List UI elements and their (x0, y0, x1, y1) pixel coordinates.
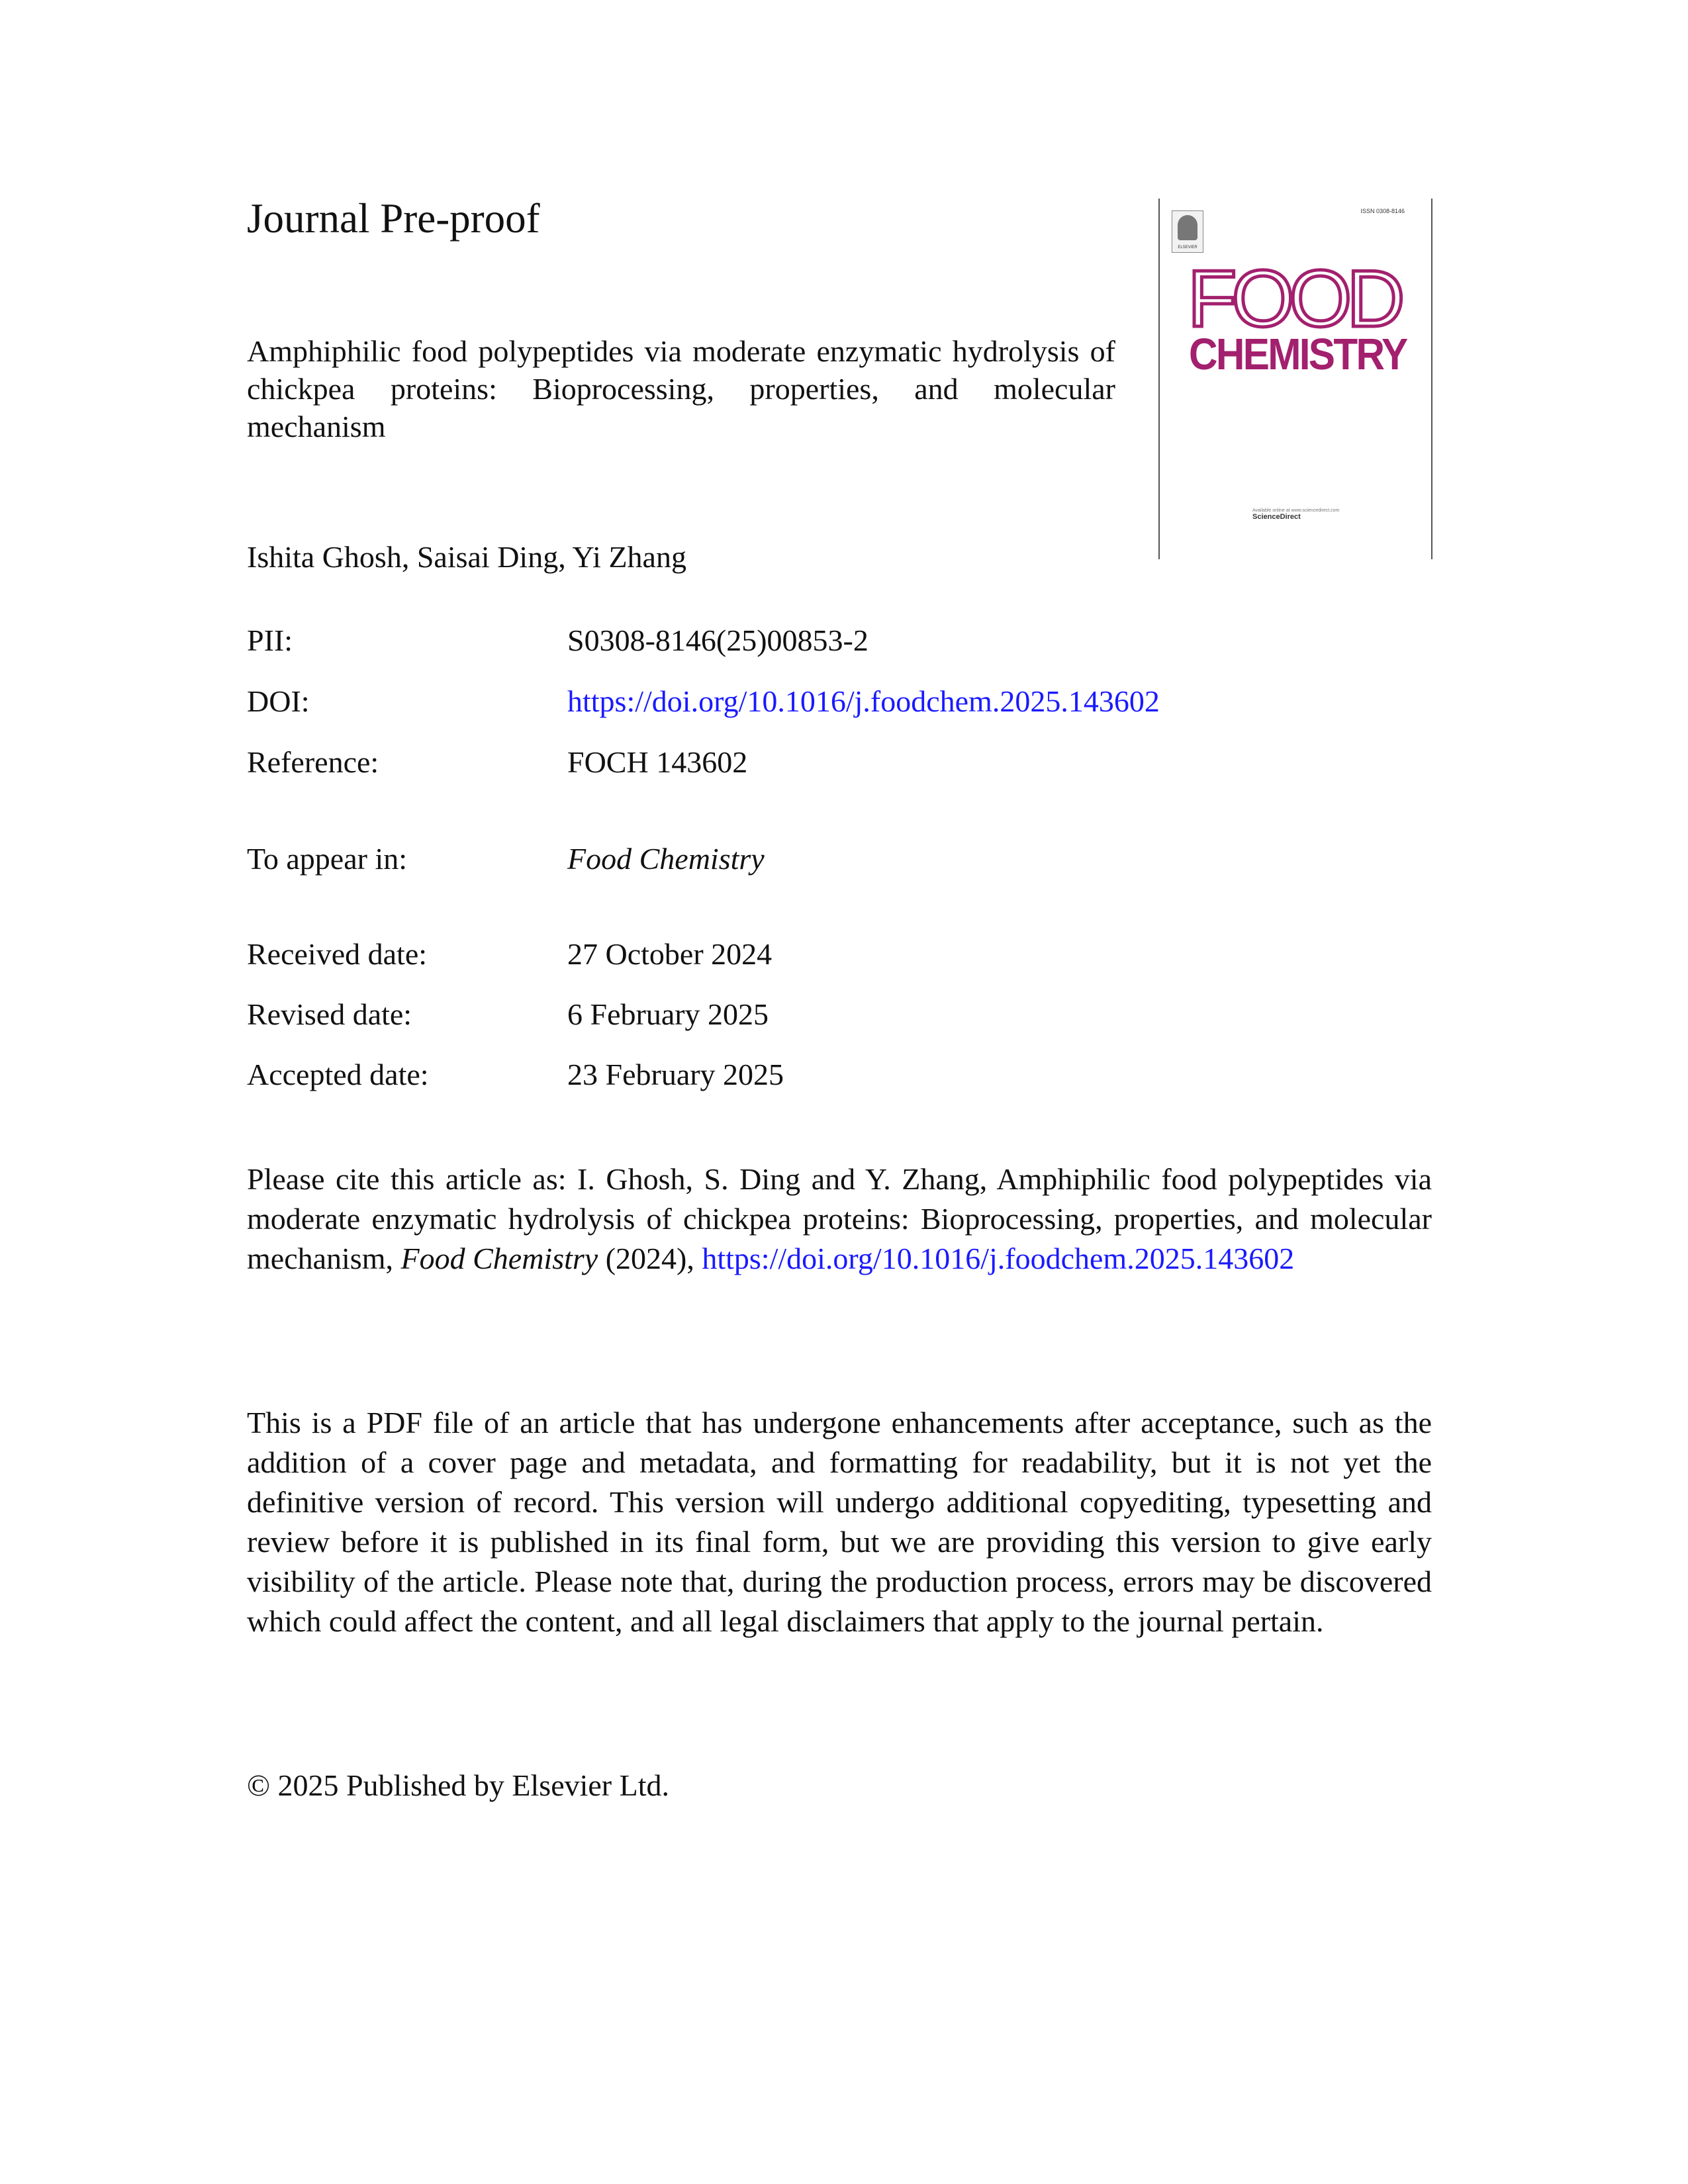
citation-year: (2024), (605, 1242, 694, 1275)
cover-publisher: ELSEVIER (1178, 246, 1197, 250)
revised-date-label: Revised date: (247, 997, 412, 1031)
pii-label: PII: (247, 623, 293, 657)
citation-doi-link-part-1[interactable]: https://doi.org/10.1016/ (702, 1242, 989, 1275)
received-date: 27 October 2024 (567, 937, 773, 971)
reference-value: FOCH 143602 (567, 745, 748, 779)
journal-pre-proof-label: Journal Pre-proof (247, 195, 540, 242)
authors: Ishita Ghosh, Saisai Ding, Yi Zhang (247, 540, 686, 574)
pre-proof-notice: This is a PDF file of an article that has undergone enhancements after acceptance, such as the addition of a cover page and metadata, and formatting for readability, but it is not yet the definitive version of record. This version will undergo additional copyediting, typesetting and review before it is published in its final form, but we are providing this version to give early visibility of the article. Please note that, during the production process, errors may be discovered which could affect the content, and all legal disclaimers that apply to the journal pertain. (247, 1406, 1432, 1638)
copyright-notice: © 2025 Published by Elsevier Ltd. (247, 1768, 670, 1802)
cover-footer-small: Available online at www.sciencedirect.com (1252, 508, 1340, 513)
citation-text: Please cite this article as: I. Ghosh, S. Ding and Y. Zhang, Amphiphilic food polypeptides via moderate enzymatic hydrolysis of chickpea proteins: Bioprocessing, properties, and molecular mechanism, (247, 1162, 1432, 1275)
received-date-label: Received date: (247, 937, 428, 971)
elsevier-logo (1172, 210, 1203, 253)
cover-title-chemistry: CHEMISTRY (1189, 330, 1407, 379)
revised-date: 6 February 2025 (567, 997, 769, 1031)
citation-journal: Food Chemistry (400, 1242, 598, 1275)
citation-doi-link-part-2[interactable]: j.foodchem.2025.143602 (988, 1242, 1295, 1275)
reference-label: Reference: (247, 745, 379, 779)
cover-issn: ISSN 0308-8146 (1360, 208, 1405, 214)
cover-title-food: FOOD (1188, 253, 1400, 343)
journal-name: Food Chemistry (567, 842, 765, 876)
cover-footer (1252, 508, 1365, 521)
pii-value: S0308-8146(25)00853-2 (567, 623, 868, 657)
elsevier-tree-icon (1178, 215, 1197, 240)
appear-in-label: To appear in: (247, 842, 408, 876)
accepted-date-label: Accepted date: (247, 1058, 429, 1091)
article-title: Amphiphilic food polypeptides via moderate enzymatic hydrolysis of chickpea proteins: Bioprocessing, properties, and molecular mechanism (247, 334, 1115, 443)
citation-paragraph (247, 1160, 1432, 1279)
journal-cover-thumbnail (1158, 199, 1432, 559)
doi-link[interactable]: https://doi.org/10.1016/j.foodchem.2025.143602 (567, 684, 1160, 718)
accepted-date: 23 February 2025 (567, 1058, 784, 1091)
sciencedirect-logo: ScienceDirect (1252, 513, 1301, 521)
doi-label: DOI: (247, 684, 310, 718)
